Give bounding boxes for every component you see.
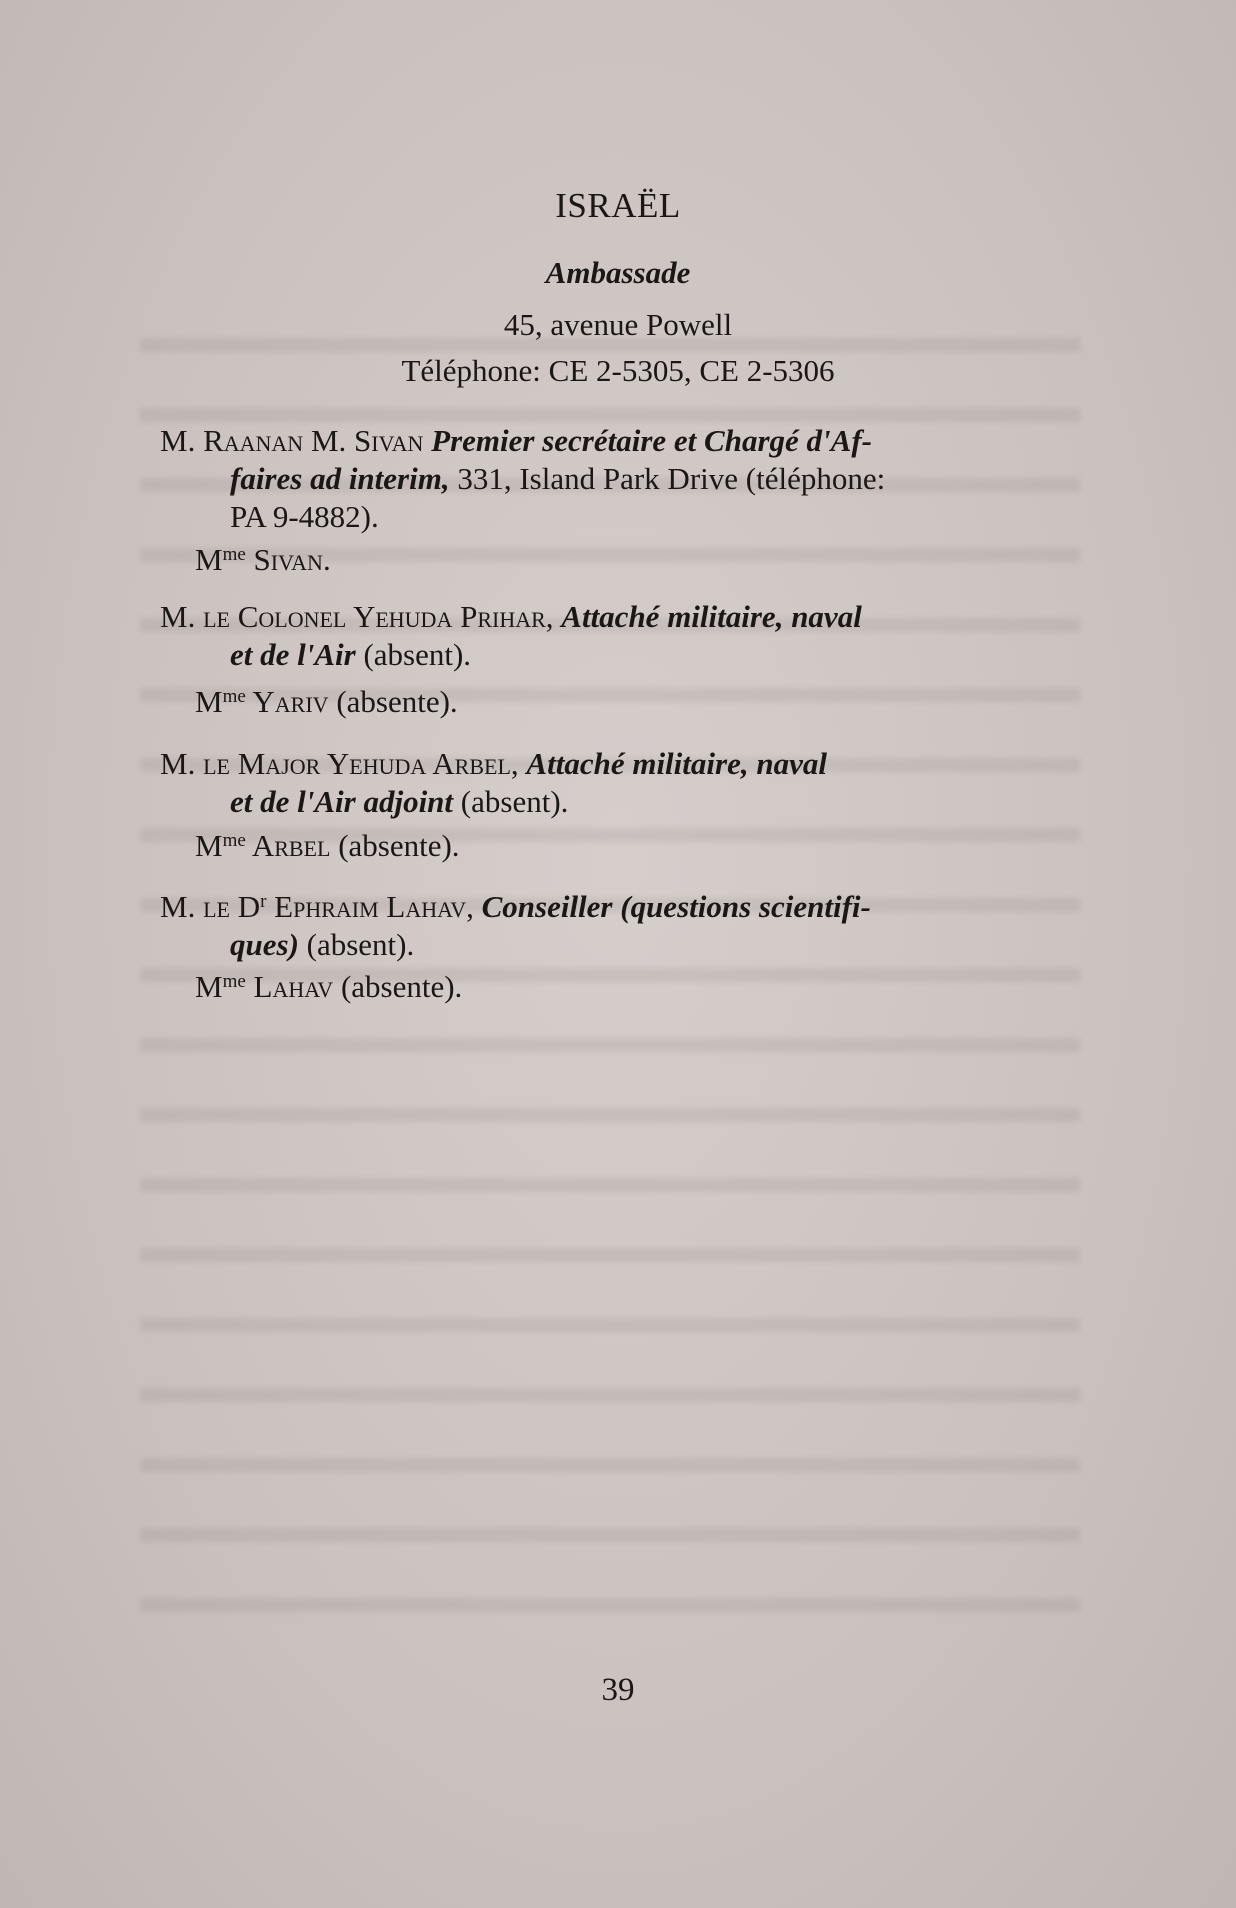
spouse-title-sup: me [222, 686, 246, 707]
embassy-address: 45, avenue Powell [503, 307, 733, 342]
spouse-status: (absente). [328, 684, 458, 719]
spouse-name: Sivan. [245, 542, 331, 577]
spouse-line [195, 968, 462, 1006]
entry-details: (absent). [453, 784, 569, 819]
entry-title-continued: et de l'Air [230, 637, 356, 672]
directory-entry [160, 888, 1080, 964]
entry-title-continued: faires ad interim, [230, 461, 450, 496]
entry-title: Attaché militaire, naval [526, 746, 827, 781]
country-heading: ISRAËL [555, 186, 681, 225]
spouse-name: Lahav [245, 969, 334, 1004]
entry-title: Attaché militaire, naval [561, 599, 862, 634]
section-subtitle: Ambassade [545, 255, 691, 290]
entry-title: Conseiller (questions scientifi- [481, 889, 871, 924]
spouse-title-sup: me [222, 544, 246, 565]
entry-prefix: M. [160, 746, 204, 781]
entry-name: Ephraim Lahav, [266, 889, 474, 924]
entry-details: 331, Island Park Drive (téléphone: [449, 461, 886, 496]
entry-details: (absent). [355, 637, 472, 672]
entry-title: Premier secrétaire et Chargé d'Af- [431, 423, 872, 458]
spouse-title: M [195, 828, 223, 863]
directory-entry [160, 598, 1080, 674]
spouse-line [195, 683, 458, 721]
entry-details-line: PA 9-4882). [230, 499, 379, 534]
entry-name-part: le D [203, 889, 261, 924]
spouse-name: Yariv [245, 684, 329, 719]
entry-prefix: M. [160, 423, 204, 458]
entry-name-sup: r [260, 891, 267, 912]
spouse-title: M [195, 542, 223, 577]
entry-prefix: M. [160, 889, 204, 924]
entry-title-continued: ques) [230, 927, 299, 962]
entry-name: le Major Yehuda Arbel, [203, 746, 519, 781]
spouse-title-sup: me [222, 971, 246, 992]
spouse-line [195, 827, 460, 865]
entry-title-continued: et de l'Air adjoint [230, 784, 454, 819]
spouse-line [195, 541, 331, 579]
embassy-phone: Téléphone: CE 2-5305, CE 2-5306 [401, 353, 835, 388]
page-number: 39 [601, 1672, 635, 1708]
spouse-status: (absente). [330, 828, 460, 863]
directory-entry [160, 745, 1080, 821]
spouse-status: (absente). [333, 969, 463, 1004]
entry-name: Raanan M. Sivan [203, 423, 424, 458]
entry-name: le Colonel Yehuda Prihar, [203, 599, 554, 634]
entry-prefix: M. [160, 599, 204, 634]
spouse-title: M [195, 684, 223, 719]
spouse-name: Arbel [245, 828, 331, 863]
spouse-title: M [195, 969, 223, 1004]
entry-details: (absent). [298, 927, 415, 962]
spouse-title-sup: me [222, 830, 246, 851]
directory-entry [160, 422, 1080, 536]
